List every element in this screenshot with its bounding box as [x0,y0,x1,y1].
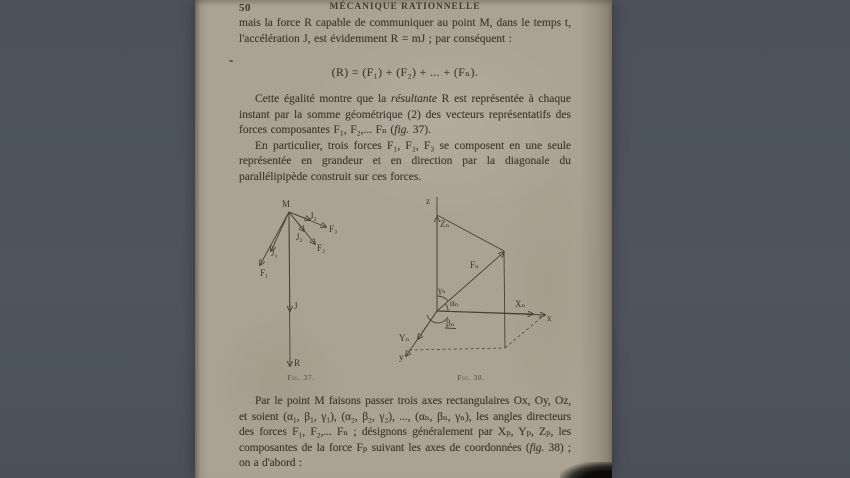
fig38-label-y: y [399,352,404,362]
scan-speck [229,60,233,62]
fig38-caption: Fig. 38. [457,373,485,382]
fig37-label-f2: F₂ [317,243,326,253]
paragraph-trois-forces: En particulier, trois forces F₁, F₂, F₃ se composent en une seule représentée en grandeur et en direction par la diagonale du parallélipipède construit sur ces forces. [239,139,571,183]
p2-seg4-italic: fig. [394,124,410,136]
page-number: 50 [239,2,251,14]
paragraph-axes [239,394,571,472]
p2-seg2-italic: résultante [390,93,437,105]
fig37-label-m: M [282,199,291,209]
fig38-component-xn [437,311,533,314]
resultant-formula: (R) = (F₁) + (F₂) + ... + (Fₙ). [331,65,479,79]
fig38-construction-drop [504,252,505,348]
fig37-label-f1: F₁ [260,268,269,278]
page-header [239,2,571,16]
fig38-arc-alpha [445,304,448,312]
fig37-caption: Fig. 37. [287,373,315,382]
paragraph-block-bottom [239,394,571,472]
fig38-label-yn: Yₙ [399,333,410,343]
fig37-label-r: R [294,358,301,368]
paragraph-intro-text: mais la force R capable de communiquer au point M, dans le temps t, l'accélération J, est évidemment R = mJ ; par conséquent : [239,17,571,45]
p4-seg1: Par le point M faisons passer trois axes rectangulaires Ox, Oy, Oz, et soient (α₁, β₁, γ₁), (α₂, β₂, γ₂), ..., (αₙ, βₙ, γₙ), les angles directeurs des forces F₁, F₂,... Fₙ ; désignons généralement par Xₚ, Yₚ, Zₚ, les composantes de la force Fₚ suivant les axes de coordonnées ( [239,395,571,454]
fig37-label-j: J [294,301,298,311]
figure-37 [260,199,337,382]
fig38-construction-top [437,215,504,251]
fig38-label-xn: Xₙ [515,299,526,309]
figures-area [195,188,612,390]
fig37-label-j2: J₂ [296,232,303,242]
fig38-arc-gamma [437,296,448,301]
figure-38 [399,196,552,382]
fig38-label-fn: Fₙ [470,260,479,270]
fig38-label-beta: βₙ [446,318,455,328]
fig38-label-x: x [547,313,552,323]
fig38-label-alpha: αₙ [450,298,459,308]
fig38-label-z: z [426,196,430,206]
fig38-beta-underline [445,328,456,329]
book-page [195,0,612,478]
paragraph-intro [239,16,571,47]
fig38-dashed-bottom [409,348,505,350]
p4-seg2-italic: fig. [529,441,545,454]
fig38-dashed-right [505,316,543,348]
running-title: MÉCANIQUE RATIONNELLE [329,2,481,12]
fig38-label-zn: Zₙ [440,219,450,229]
fig37-label-f3: F₃ [329,224,338,234]
p2-seg1: Cette égalité montre que la [255,93,391,105]
fig37-label-j1: J₁ [271,248,278,258]
fig37-label-j3: J₃ [310,211,317,221]
scan-shadow-artifact [560,462,612,478]
paragraph-resultante [239,92,571,139]
p2-seg3: R est représentée à chaque instant par la somme géométrique (2) des vecteurs représentatifs des forces composantes F₁, F₂,... Fₙ ( [239,93,571,136]
fig38-label-gamma: γₙ [438,285,446,295]
p2-seg5: 37). [409,124,431,136]
fig37-vector-j1 [271,212,289,251]
formula-block [239,63,571,81]
paragraph-block-middle [239,92,571,185]
p4-seg3: 38) ; on a d'abord : [239,441,571,469]
